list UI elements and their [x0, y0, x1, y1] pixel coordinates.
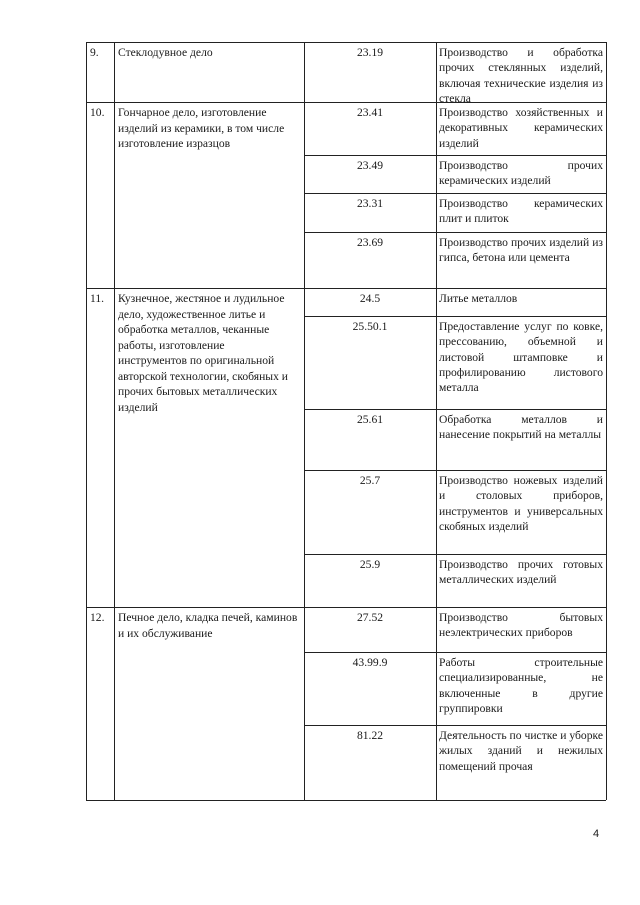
- sub-row-separator: [304, 725, 606, 726]
- okved-code: 23.19: [356, 46, 384, 59]
- page-number: 4: [593, 828, 600, 840]
- table-border-top: [86, 42, 606, 43]
- sub-row-separator: [304, 193, 606, 194]
- okved-code: 25.9: [359, 558, 381, 571]
- activity-description: Производство и обработка прочих стеклянных изделий, включая технические изделия из стекла: [439, 46, 603, 105]
- row-number: 12.: [90, 611, 105, 624]
- activity-description: Производство прочих керамических изделий: [439, 159, 603, 188]
- activity-description: Производство керамических плит и плиток: [439, 197, 603, 226]
- sub-row-separator: [304, 554, 606, 555]
- okved-code: 23.69: [356, 236, 384, 249]
- row-number: 10.: [90, 106, 105, 119]
- column-divider-num: [114, 42, 115, 800]
- okved-code: 23.31: [356, 197, 384, 210]
- okved-code: 25.7: [359, 474, 381, 487]
- sub-row-separator: [304, 155, 606, 156]
- activity-description: Производство ножевых изделий и столовых приборов, инструментов и универсальных скобяных изделий: [439, 474, 603, 533]
- okved-code: 23.49: [356, 159, 384, 172]
- craft-name: Гончарное дело, изготовление изделий из керамики, в том числе изготовление изразцов: [118, 106, 285, 150]
- activity-description: Предоставление услуг по ковке, прессованию, объемной и листовой штамповке и профилированию листового металла: [439, 320, 603, 395]
- activity-description: Производство бытовых неэлектрических приборов: [439, 611, 603, 640]
- sub-row-separator: [304, 470, 606, 471]
- row-number: 11.: [90, 292, 105, 305]
- row-number: 9.: [90, 46, 99, 59]
- activity-description: Работы строительные специализированные, не включенные в другие группировки: [439, 656, 603, 715]
- okved-code: 81.22: [356, 729, 384, 742]
- okved-code: 25.50.1: [352, 320, 388, 333]
- row-separator: [86, 288, 606, 289]
- okved-code: 25.61: [356, 413, 384, 426]
- activity-description: Производство прочих изделий из гипса, бетона или цемента: [439, 236, 603, 265]
- sub-row-separator: [304, 652, 606, 653]
- craft-name: Печное дело, кладка печей, каминов и их обслуживание: [118, 611, 298, 640]
- table-border-bottom: [86, 800, 606, 801]
- okved-code: 23.41: [356, 106, 384, 119]
- activity-description: Литье металлов: [439, 292, 518, 305]
- activity-description: Обработка металлов и нанесение покрытий на металлы: [439, 413, 603, 442]
- row-separator: [86, 607, 606, 608]
- activities-table: [86, 42, 606, 800]
- okved-code: 27.52: [356, 611, 384, 624]
- sub-row-separator: [304, 316, 606, 317]
- craft-name: Кузнечное, жестяное и лудильное дело, художественное литье и обработка металлов, чеканные работы, изготовление инструментов по оригинальной авторской технологии, скобяных и прочих бытовых металлических изделий: [118, 292, 288, 414]
- okved-code: 24.5: [359, 292, 381, 305]
- activity-description: Производство хозяйственных и декоративных керамических изделий: [439, 106, 603, 150]
- activity-description: Деятельность по чистке и уборке жилых зданий и нежилых помещений прочая: [439, 729, 603, 773]
- okved-code: 43.99.9: [352, 656, 388, 669]
- sub-row-separator: [304, 409, 606, 410]
- table-border-right: [606, 42, 607, 800]
- sub-row-separator: [304, 232, 606, 233]
- craft-name: Стеклодувное дело: [118, 46, 213, 59]
- table-border-left: [86, 42, 87, 800]
- activity-description: Производство прочих готовых металлических изделий: [439, 558, 603, 587]
